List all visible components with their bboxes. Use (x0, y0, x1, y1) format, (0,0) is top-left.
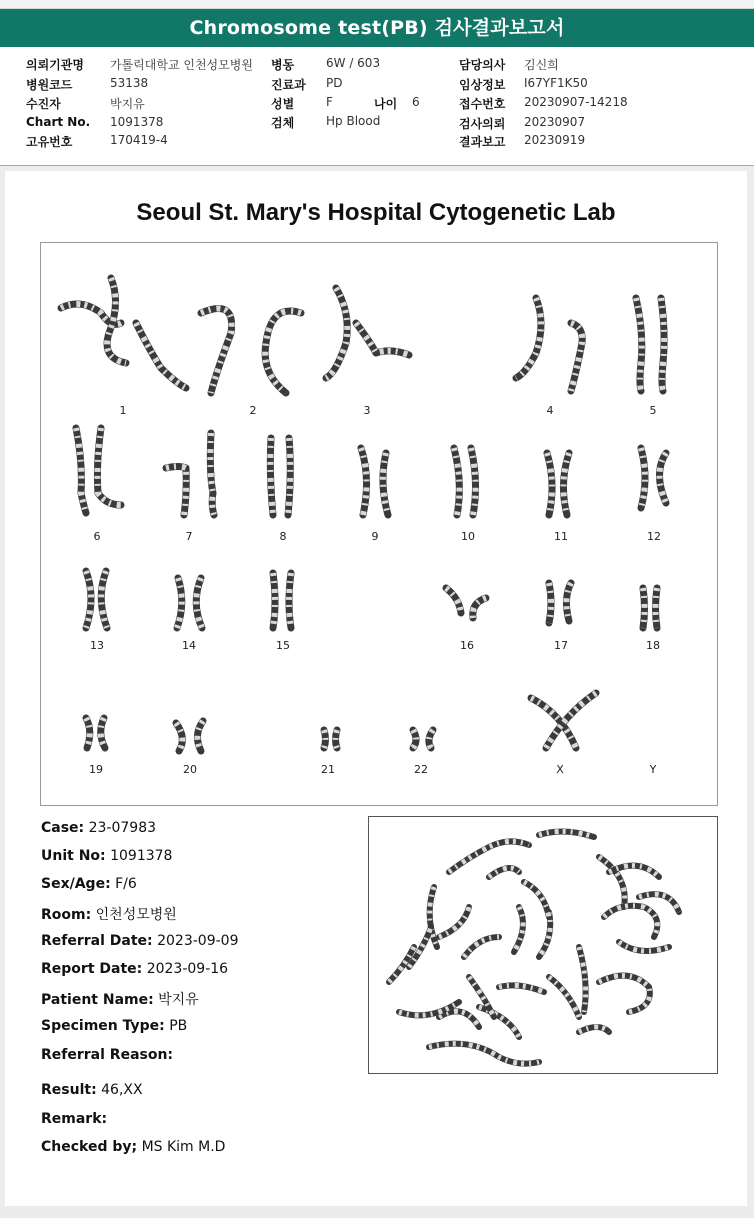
chromosome-label: 15 (276, 639, 290, 652)
karyogram-chromosome (661, 298, 664, 391)
info-value: 20230919 (524, 133, 586, 147)
info-value: 6W / 603 (326, 56, 381, 70)
chromosome-label: 20 (183, 763, 197, 776)
chromosome-label: 9 (371, 530, 379, 543)
info-label: 임상정보 (459, 78, 506, 92)
field-unit-no: Unit No: 1091378 (41, 848, 173, 864)
karyogram-chromosome (265, 311, 301, 393)
info-label: 나이 (374, 97, 398, 111)
chromosome-label: 17 (554, 639, 568, 652)
info-label: 접수번호 (459, 97, 506, 111)
info-label: 병동 (271, 58, 295, 72)
karyogram-chromosome (636, 298, 642, 391)
info-value: 가톨릭대학교 인천성모병원 (110, 58, 253, 72)
report-sheet (5, 171, 747, 1206)
info-label: 검사의뢰 (459, 117, 506, 131)
field-room: Room: 인천성모병원 (41, 907, 177, 923)
chromosome-label: 2 (249, 404, 257, 417)
report-banner-title: Chromosome test(PB) 검사결과보고서 (0, 9, 754, 47)
metaphase-chromosome (439, 907, 469, 937)
chromosome-label: Y (649, 763, 657, 776)
chromosome-label: 21 (321, 763, 335, 776)
top-strip (0, 0, 754, 9)
karyogram-chromosome (136, 323, 186, 388)
metaphase-chromosome (524, 882, 549, 917)
info-label: 검체 (271, 116, 295, 130)
info-label: 담당의사 (459, 58, 506, 72)
karyogram-chromosome (201, 309, 232, 394)
chromosome-label: 1 (119, 404, 127, 417)
metaphase-chromosome (439, 1011, 479, 1027)
chromosome-label: 8 (279, 530, 287, 543)
karyogram-chromosome (643, 588, 645, 628)
field-result: Result: 46,XX (41, 1082, 143, 1098)
chromosome-label: 5 (649, 404, 657, 417)
field-sex-age: Sex/Age: F/6 (41, 876, 137, 892)
metaphase-chromosome (599, 976, 650, 1012)
info-label: 의뢰기관명 (26, 58, 84, 72)
chromosome-label: 18 (646, 639, 660, 652)
info-value: 1091378 (110, 115, 164, 129)
chromosome-label: 7 (185, 530, 193, 543)
info-value: 20230907-14218 (524, 95, 628, 109)
karyogram-chromosome (656, 588, 658, 628)
field-patient-name: Patient Name: 박지유 (41, 992, 199, 1008)
chromosome-label: 6 (93, 530, 101, 543)
patient-info-panel (0, 47, 754, 166)
info-value: 20230907 (524, 115, 586, 129)
info-value: PD (326, 76, 343, 90)
field-specimen-type: Specimen Type: PB (41, 1018, 188, 1034)
info-value: F (326, 95, 333, 109)
info-label: 고유번호 (26, 135, 73, 149)
chromosome-label: 3 (363, 404, 371, 417)
field-referral-date: Referral Date: 2023-09-09 (41, 933, 239, 949)
info-label: Chart No. (26, 115, 91, 129)
metaphase-chromosome (479, 1007, 519, 1037)
info-label: 수진자 (26, 97, 61, 111)
karyogram-image (40, 242, 718, 806)
lab-title: Seoul St. Mary's Hospital Cytogenetic Lab (136, 199, 616, 226)
chromosome-label: 13 (90, 639, 104, 652)
chromosome-label: X (556, 763, 564, 776)
metaphase-spread (369, 817, 717, 1073)
info-label: 성별 (271, 97, 295, 111)
chromosome-label: 10 (461, 530, 475, 543)
info-label: 병원코드 (26, 78, 73, 92)
metaphase-chromosome (429, 1044, 539, 1064)
info-value: 170419-4 (110, 133, 168, 147)
info-label: 결과보고 (459, 135, 506, 149)
info-value: Hp Blood (326, 114, 381, 128)
metaphase-chromosome (499, 985, 544, 992)
karyogram-chromosomes (41, 243, 717, 805)
chromosome-label: 4 (546, 404, 554, 417)
chromosome-label: 14 (182, 639, 196, 652)
field-referral-reason: Referral Reason: (41, 1047, 174, 1063)
field-case: Case: 23-07983 (41, 820, 157, 836)
info-value: 박지유 (110, 97, 145, 111)
field-remark: Remark: (41, 1111, 108, 1127)
metaphase-image (368, 816, 718, 1074)
chromosome-label: 16 (460, 639, 474, 652)
chromosome-label: 19 (89, 763, 103, 776)
chromosome-label: 12 (647, 530, 661, 543)
chromosome-label: 22 (414, 763, 428, 776)
info-value: I67YF1K50 (524, 76, 588, 90)
info-value: 김신희 (524, 58, 559, 72)
chromosome-label: 11 (554, 530, 568, 543)
info-value: 6 (412, 95, 420, 109)
karyogram-chromosome (549, 583, 551, 623)
field-checked-by: Checked by; MS Kim M.D (41, 1139, 226, 1155)
info-label: 진료과 (271, 78, 306, 92)
info-value: 53138 (110, 76, 149, 90)
field-report-date: Report Date: 2023-09-16 (41, 961, 229, 977)
karyogram-chromosome (571, 323, 582, 391)
